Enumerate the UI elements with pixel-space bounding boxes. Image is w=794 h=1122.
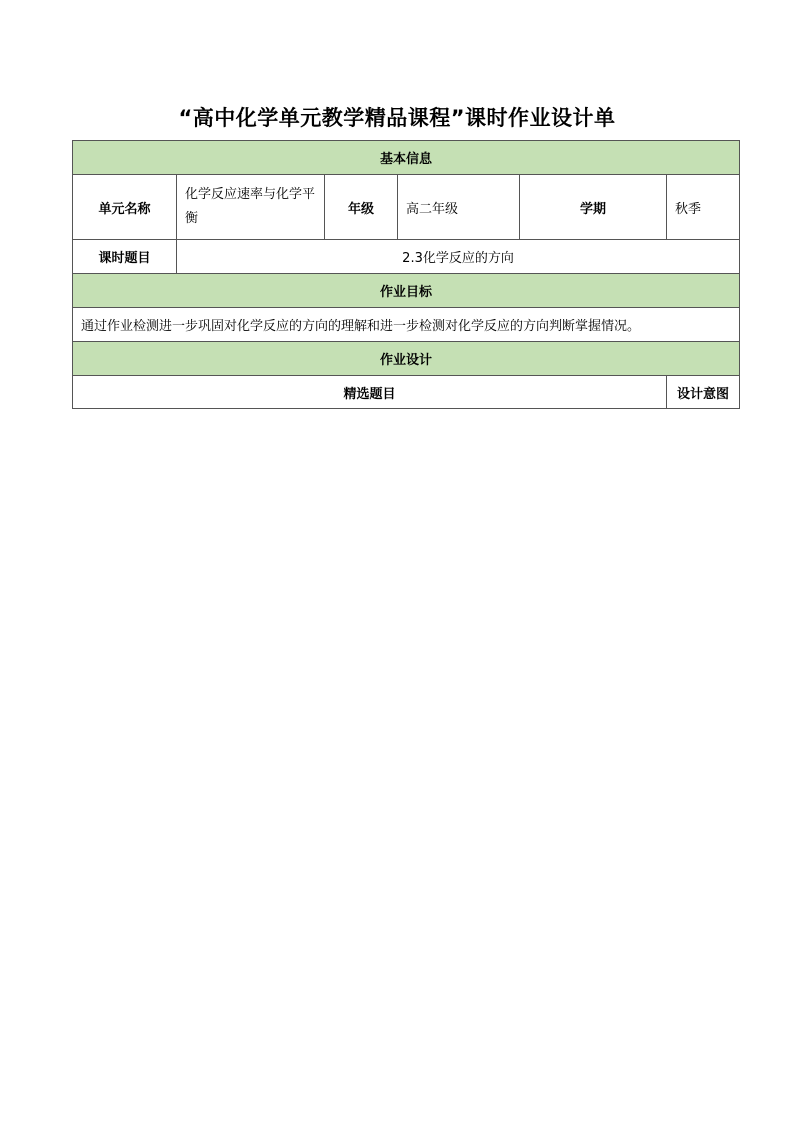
- unit-name-value: 化学反应速率与化学平衡: [185, 187, 316, 226]
- homework-goal-row: [73, 308, 740, 342]
- lesson-topic-row: [73, 240, 740, 274]
- selected-questions-label: 精选题目: [73, 376, 667, 409]
- homework-design-header-row: [73, 342, 740, 376]
- basic-info-header: 基本信息: [73, 141, 740, 175]
- grade-value: 高二年级: [398, 175, 520, 240]
- homework-design-columns-row: [73, 376, 740, 409]
- document-title: “高中化学单元教学精品课程”课时作业设计单: [178, 106, 616, 130]
- basic-info-header-row: [73, 141, 740, 175]
- homework-design-header: 作业设计: [73, 342, 740, 376]
- homework-goal-header-row: [73, 274, 740, 308]
- term-label: 学期: [520, 175, 667, 240]
- unit-name-cell: [177, 175, 325, 240]
- term-value: 秋季: [667, 175, 740, 240]
- homework-design-table: [72, 140, 740, 409]
- unit-name-label: 单元名称: [73, 175, 177, 240]
- homework-goal-header: 作业目标: [73, 274, 740, 308]
- lesson-topic-value: 2.3化学反应的方向: [177, 240, 740, 274]
- grade-label: 年级: [325, 175, 398, 240]
- design-intent-label: 设计意图: [667, 376, 740, 409]
- lesson-topic-label: 课时题目: [73, 240, 177, 274]
- homework-goal-text: 通过作业检测进一步巩固对化学反应的方向的理解和进一步检测对化学反应的方向判断掌握情况。: [73, 308, 740, 342]
- unit-info-row: [73, 175, 740, 240]
